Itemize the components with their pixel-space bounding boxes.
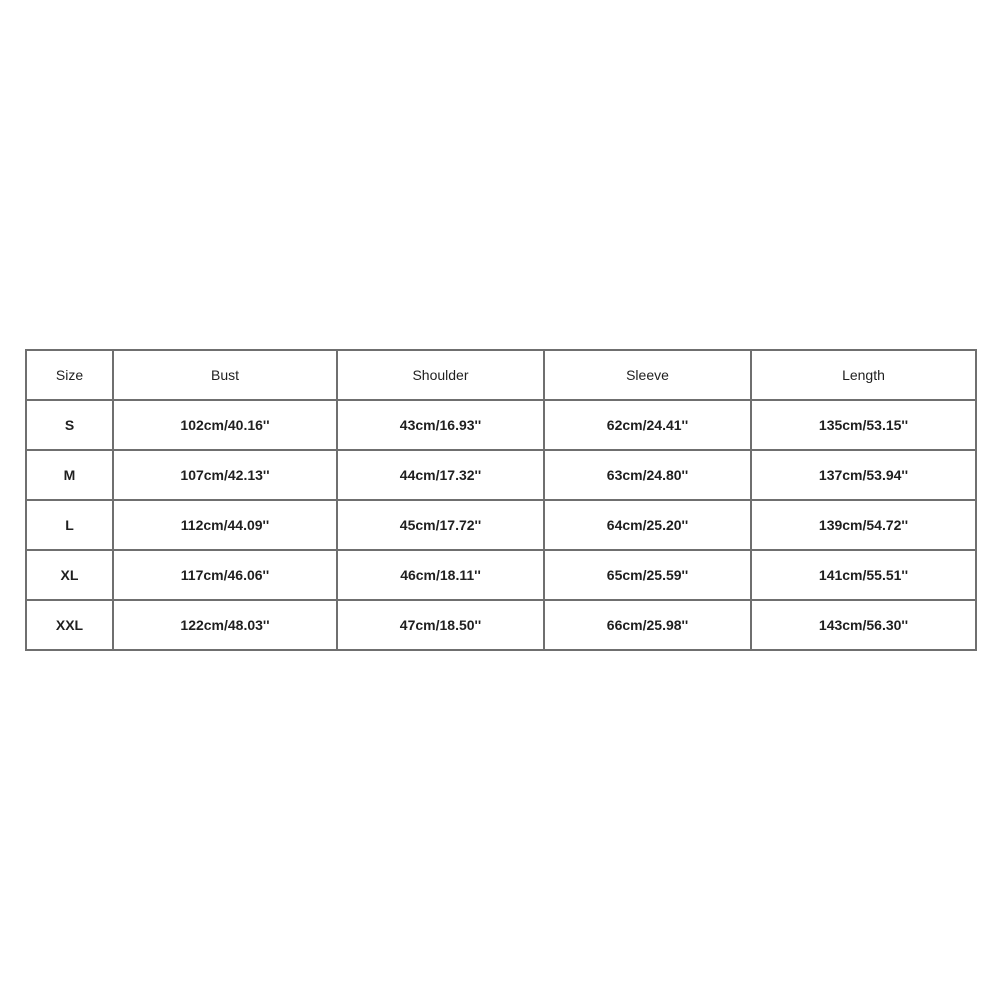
- shoulder-cell: 46cm/18.11'': [337, 550, 544, 600]
- size-cell: XXL: [26, 600, 113, 650]
- table-row: [26, 400, 976, 450]
- sleeve-cell: 64cm/25.20'': [544, 500, 751, 550]
- size-cell: S: [26, 400, 113, 450]
- table-row: [26, 500, 976, 550]
- column-header-bust: Bust: [113, 350, 337, 400]
- length-cell: 139cm/54.72'': [751, 500, 976, 550]
- size-cell: L: [26, 500, 113, 550]
- size-cell: M: [26, 450, 113, 500]
- length-cell: 137cm/53.94'': [751, 450, 976, 500]
- sleeve-cell: 65cm/25.59'': [544, 550, 751, 600]
- sleeve-cell: 62cm/24.41'': [544, 400, 751, 450]
- column-header-sleeve: Sleeve: [544, 350, 751, 400]
- size-chart-table: [25, 349, 977, 651]
- table-row: [26, 550, 976, 600]
- shoulder-cell: 43cm/16.93'': [337, 400, 544, 450]
- column-header-length: Length: [751, 350, 976, 400]
- table-row: [26, 450, 976, 500]
- bust-cell: 102cm/40.16'': [113, 400, 337, 450]
- length-cell: 141cm/55.51'': [751, 550, 976, 600]
- bust-cell: 107cm/42.13'': [113, 450, 337, 500]
- column-header-size: Size: [26, 350, 113, 400]
- sleeve-cell: 63cm/24.80'': [544, 450, 751, 500]
- shoulder-cell: 44cm/17.32'': [337, 450, 544, 500]
- table-row: [26, 600, 976, 650]
- shoulder-cell: 47cm/18.50'': [337, 600, 544, 650]
- sleeve-cell: 66cm/25.98'': [544, 600, 751, 650]
- table-header-row: [26, 350, 976, 400]
- size-cell: XL: [26, 550, 113, 600]
- bust-cell: 112cm/44.09'': [113, 500, 337, 550]
- length-cell: 135cm/53.15'': [751, 400, 976, 450]
- column-header-shoulder: Shoulder: [337, 350, 544, 400]
- bust-cell: 117cm/46.06'': [113, 550, 337, 600]
- shoulder-cell: 45cm/17.72'': [337, 500, 544, 550]
- length-cell: 143cm/56.30'': [751, 600, 976, 650]
- bust-cell: 122cm/48.03'': [113, 600, 337, 650]
